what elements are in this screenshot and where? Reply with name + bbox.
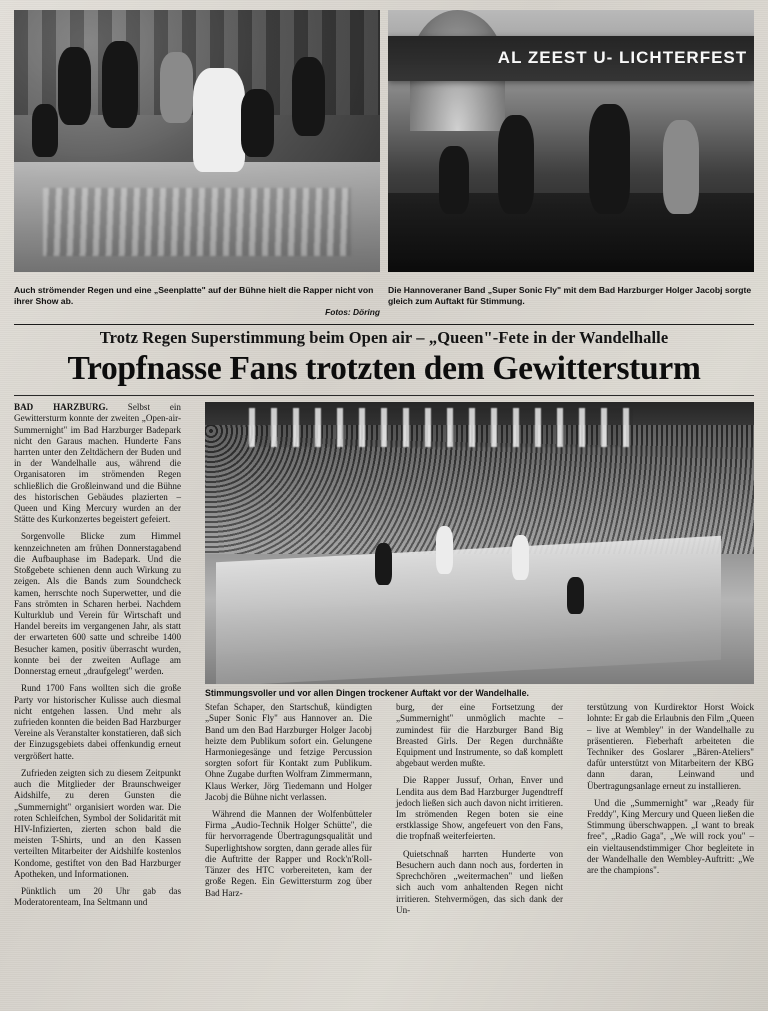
text-column-1 — [14, 402, 181, 914]
article-body — [14, 402, 754, 1020]
divider-under-headline — [14, 395, 754, 396]
paragraph: Stefan Schaper, den Startschuß, kündigten „Super Sonic Fly" aus Hannover an. Die Band um den Bad Harzburger Holger Jacobj heizte dem Publikum sofort ein. Gelungene Harmoniegesänge und fetzige Percussion sorgten sofort für Kontakt zum Publikum. Ohne Zugabe durften Wolfram Zimmermann, Klaus Werker, Jörg Tiedemann und Holger Jacobj die Bühne nicht verlassen. — [205, 702, 372, 802]
photo-credit: Fotos: Döring — [325, 306, 380, 317]
caption-right-text: Die Hannoveraner Band „Super Sonic Fly" mit dem Bad Harzburger Holger Jacobj sorgte gleich zum Auftakt für Stimmung. — [388, 285, 752, 306]
caption-left-text: Auch strömender Regen und eine „Seenplatte" auf der Bühne hielt die Rapper nicht von ihrer Show ab. — [14, 285, 374, 306]
paragraph: Quietschnaß harrten Hunderte von Besuchern auch dann noch aus, forderten in Sprechchören „weitermachen" und ließen sich auch vom anhaltenden Regen nicht irritieren. Stehvermögen, das sich dank der Un- — [396, 848, 563, 915]
text-column-3 — [396, 702, 563, 922]
text-column-2 — [205, 702, 372, 905]
top-captions — [14, 285, 754, 317]
page-inner — [14, 10, 754, 1002]
paragraph: Pünktlich um 20 Uhr gab das Moderatorenteam, Ina Seltmann und — [14, 886, 181, 908]
caption-middle: Stimmungsvoller und vor allen Dingen trockener Auftakt vor der Wandelhalle. — [205, 688, 529, 699]
paragraph: Und die „Summernight" war „Ready für Freddy", King Mercury und Queen ließen die Stimmung überschwappen. „I want to break free", „Radio Gaga", „We will rock you" – ein vieltausendstimmiger Chor begleitete in der Wandelhalle den Wembley-Auftritt: „We are the champions". — [587, 797, 754, 876]
photo-super-sonic-fly-band — [388, 10, 754, 272]
paragraph: burg, der eine Fortsetzung der „Summernight" unmöglich machte – zumindest für die Harzburger Band Big Breasted Girls. Der Regen durchnäßte Equipment und Instrumente, so daß komplett abgebaut werden mußte. — [396, 702, 563, 769]
article-kicker: Trotz Regen Superstimmung beim Open air – „Queen"-Fete in der Wandelhalle — [99, 328, 669, 348]
paragraph: Sorgenvolle Blicke zum Himmel kennzeichneten am frühen Donnerstagabend die Aufbauphase im Badepark. Und die Stoßgebete schienen denn auch Wirkung zu zeigen. Als die Bands zum Soundcheck kamen, herrschte noch Superwetter, und die Fans strömten in Scharen herbei. Nachdem Kulturklub und Verein für Wirtschaft und Handel bereits im vergangenen Jahr, als statt der erwarteten 600 satte und schreibe 1400 Besucher kamen, positiv überrascht wurden, konnte bei der zweiten Auflage am Donnerstag erneut „draufgelegt" werden. — [14, 531, 181, 677]
caption-left — [14, 285, 380, 317]
photo-rappers-on-stage — [14, 10, 380, 272]
caption-right — [388, 285, 754, 317]
paragraph: Rund 1700 Fans wollten sich die große Party vor historischer Kulisse auch diesmal nicht entgehen lassen. Und mehr als zufrieden konnten die beiden Bad Harzburger Vereine als Veranstalter konstatieren, daß sich der Einzugsgebiets dabei offenkundig erneut vergrößert hatte. — [14, 683, 181, 761]
paragraph: BAD HARZBURG. Selbst ein Gewittersturm konnte der zweiten „Open-air-Summernight" im Bad Harzburger Badepark nicht den Garaus machen. Hunderte Fans harrten unter den Zeltdächern der Buden und in der Wandelhalle aus, während die Organisatoren im strömenden Regen schließlich die Großleinwand und die Bühne des historischen Gebäudes plazierten – Queen und King Mercury wurden an der Stätte des Kurkonzertes begeistert gefeiert. — [14, 402, 181, 525]
paragraph: Zufrieden zeigten sich zu diesem Zeitpunkt auch die Mitglieder der Braunschweiger Aidshilfe, zu deren Gunsten die „Summernight" organisiert worden war. Die roten Schleifchen, Symbol der Solidarität mit HIV-Infizierten, zierten schon bald die meisten T-Shirts, und an den Kassen verteilten Mitarbeiter der Aidshilfe kostenlos Kondome, gestiftet von den Bad Harzburger Apotheken, und Informationen. — [14, 767, 181, 879]
festival-banner-text: AL ZEEST U- LICHTERFEST — [497, 48, 748, 68]
divider-top — [14, 324, 754, 325]
paragraph: terstützung von Kurdirektor Horst Woick lohnte: Er gab die Erlaubnis den Film „Queen – live at Wembley" in der Wandelhalle zu präsentieren. Fieberhaft arbeiteten die Techniker des Goslarer „Bären-Ateliers" dafür unterstützt von Mitarbeitern der KBG dann daran, Leinwand und Übertragungsanlage erneut zu installieren. — [587, 702, 754, 791]
paragraph: Die Rapper Jussuf, Orhan, Enver und Lendita aus dem Bad Harzburger Jugendtreff jedoch ließen sich auch davon nicht irritieren. Im strömenden Regen boten sie eine erstklassige Show, angefeuert von den Fans, die tropfnaß weiterfeierten. — [396, 775, 563, 842]
text-column-4 — [587, 702, 754, 882]
festival-banner — [388, 36, 754, 81]
article-headline: Tropfnasse Fans trotzten dem Gewittersturm — [67, 350, 701, 388]
paragraph: Während die Mannen der Wolfenbütteler Firma „Audio-Technik Holger Schütte", die für hervorragende Übertragungsqualität und Superlightshow sorgten, dann gerade alles für die Auftritte der Rapper und Rock'n'Roll-Tänzer des HTC vorbereiteten, kam der große Regen. Ein Gewittersturm zog über Bad Harz- — [205, 809, 372, 898]
top-photo-row — [14, 10, 754, 282]
photo-crowd-wandelhalle — [205, 402, 754, 684]
